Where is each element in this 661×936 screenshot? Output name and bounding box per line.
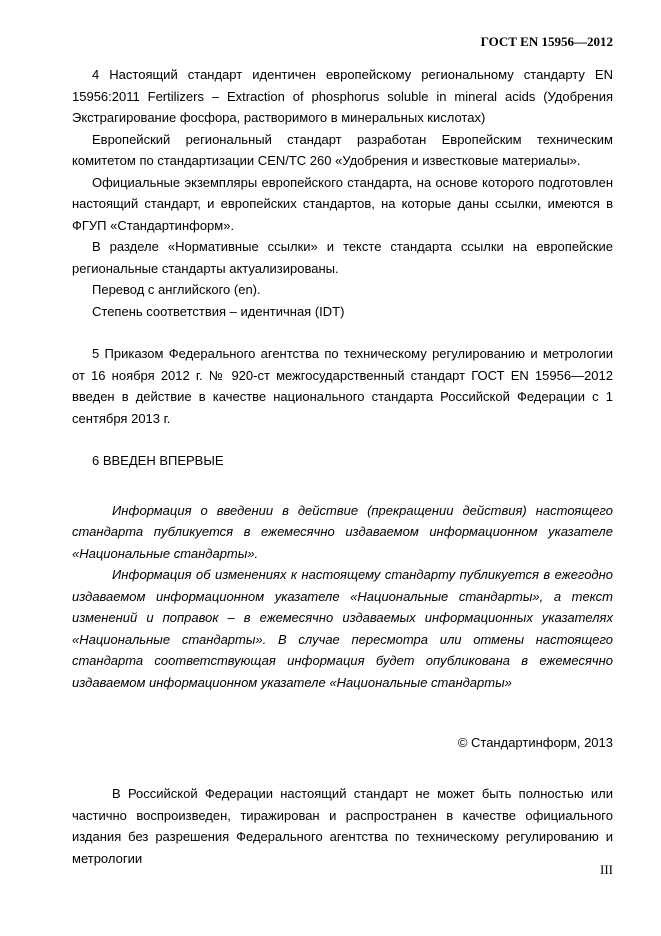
item-4-copies-paragraph: Официальные экземпляры европейского стандарта, на основе которого подготовлен настоящий стандарт, и европейских стандартов, на которые даны ссылки, имеются в ФГУП «Стандартинформ». [72,174,613,233]
preface-content [72,64,613,693]
reproduction-notice [72,783,613,869]
info-introduction-paragraph: Информация о введении в действие (прекращении действия) настоящего стандарта публикуется в ежемесячно издаваемом информационном указателе «Национальные стандарты». [72,502,613,561]
item-4-paragraph: 4 Настоящий стандарт идентичен европейскому региональному стандарту EN 15956:2011 Fertilizers – Extraction of phosphorus soluble in mineral acids (Удобрения Экстрагирование фосфора, растворимого в минеральных кислотах) [72,67,613,125]
item-4-references-paragraph: В разделе «Нормативные ссылки» и тексте стандарта ссылки на европейские региональные стандарты актуализированы. [72,239,613,276]
item-4-translation-paragraph: Перевод с английского (en). [92,282,261,297]
item-4-committee-paragraph: Европейский региональный стандарт разработан Европейским техническим комитетом по стандартизации CEN/TC 260 «Удобрения и известковые материалы». [72,131,613,168]
item-6-paragraph: 6 ВВЕДЕН ВПЕРВЫЕ [92,453,224,468]
item-5-paragraph: 5 Приказом Федерального агентства по техническому регулированию и метрологии от 16 ноября 2012 г. № 920-ст межгосударственный стандарт ГОСТ EN 15956—2012 введен в действие в качестве национального стандарта Российской Федерации с 1 сентября 2013 г. [72,346,613,426]
page-number: III [600,862,613,877]
item-4-conformity-paragraph: Степень соответствия – идентичная (IDT) [92,303,345,319]
info-changes-paragraph: Информация об изменениях к настоящему стандарту публикуется в ежегодно издаваемом информационном указателе «Национальные стандарты», а текст изменений и поправок – в ежемесячно издаваемых информационных указателях «Национальные стандарты». В случае пересмотра или отмены настоящего стандарта соответствующая информация будет опубликована в ежемесячно издаваемом информационном указателе «Национальные стандарты» [72,567,613,690]
copyright-line: © Стандартинформ, 2013 [457,735,613,750]
document-id-header: ГОСТ EN 15956—2012 [480,34,613,49]
reproduction-notice-text: В Российской Федерации настоящий стандарт не может быть полностью или частично воспроизведен, тиражирован и распространен в качестве официального издания без разрешения Федерального агентства по техническому регулированию и метрологии [72,786,613,866]
